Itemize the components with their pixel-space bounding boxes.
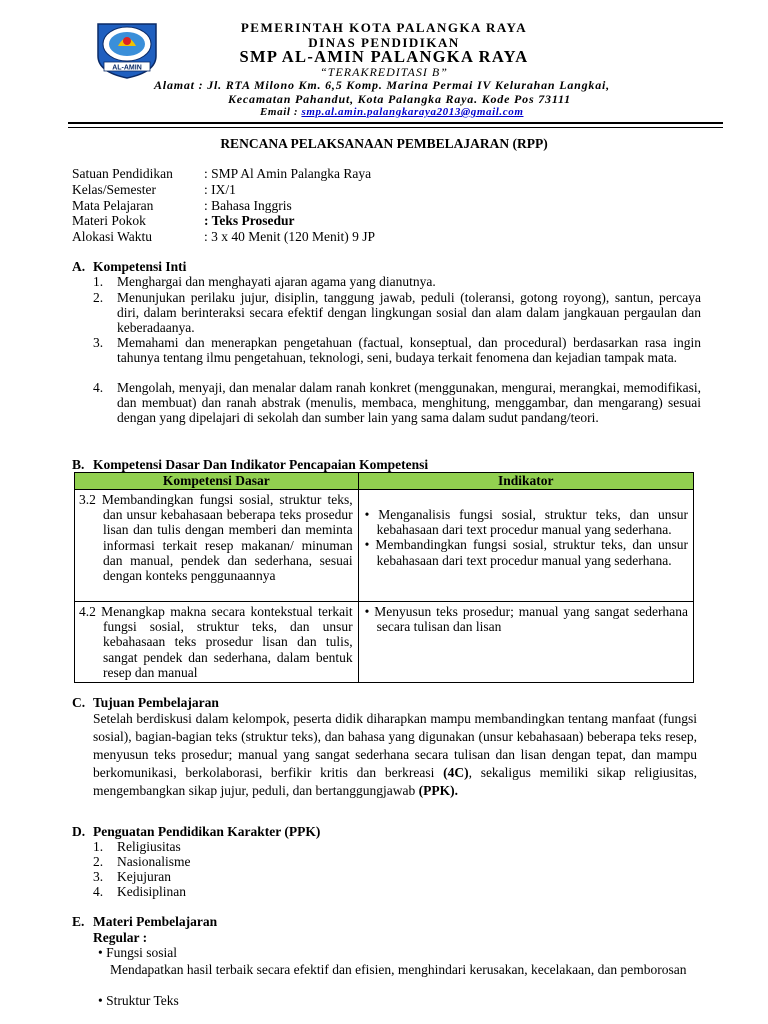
info-row [72,182,236,198]
ki-item [93,290,701,336]
info-value: : SMP Al Amin Palangka Raya [204,166,372,181]
tujuan-text: Setelah berdiskusi dalam kelompok, peserta didik diharapkan mampu membandingkan tentang manfaat (fungsi sosial), bagian-bagian teks (struktur teks), dan bahasa yang digunakan (unsur kebahasaan) beberapa teks resep, menyusun teks prosedur; manual yang sangat sederhana secara tulisan dan lisan dengan tepat, dan mampu berkomunikasi, berkolaborasi, berfikir kritis dan berkreasi [93,711,697,780]
ki-text: Memahami dan menerapkan pengetahuan (factual, konseptual, dan procedural) berdasarkan rasa ingin tahunya tentang ilmu pengetahuan, teknologi, seni, budaya terkait fenomena dan kejadian tampak mata. [117,335,701,366]
ki-number: 4. [93,380,104,395]
section-letter: C. [72,695,86,710]
ki-item [93,335,701,365]
section-heading-a [72,259,187,275]
ki-number: 2. [93,290,104,305]
info-value: : Teks Prosedur [204,213,295,228]
list-item [93,869,171,884]
info-label: Materi Pokok [72,213,146,228]
list-text: Religiusitas [117,839,181,854]
ki-item [93,380,701,426]
indikator-cell [358,602,693,683]
indikator-item [364,537,688,567]
department-name: DINAS PENDIDIKAN [308,35,460,50]
kd-cell: 3.2 Membandingkan fungsi sosial, struktur teks, dan unsur kebahasaan beberapa teks prosedur lisan dan tulis dengan memberi dan meminta informasi terkait resep makanan/ minuman dan manual, pendek dan sederhana, sesuai dengan konteks penggunaannya [75,490,359,602]
ki-number: 3. [93,335,104,350]
materi-item [98,945,177,960]
info-label: Mata Pelajaran [72,198,154,213]
list-text: Kejujuran [117,869,171,884]
ki-item [93,274,701,289]
list-text: Kedisiplinan [117,884,186,899]
section-title: Materi Pembelajaran [93,914,218,929]
list-item [93,884,186,899]
tujuan-ppk: (PPK). [418,783,458,798]
tujuan-text: , sekaligus memiliki sikap religiusitas, mengembangkan sikap jujur, peduli, dan bertanggungjawab [93,765,697,798]
bullet-icon: • [364,537,370,553]
table-header-row [75,473,694,490]
section-heading-e [72,914,218,930]
government-name: PEMERINTAH KOTA PALANGKA RAYA [240,20,528,35]
info-label: Kelas/Semester [72,182,156,197]
ki-number: 1. [93,274,104,289]
district-line: Kecamatan Pahandut, Kota Palangka Raya. Kode Pos 73111 [228,92,571,106]
section-heading-b [72,457,429,473]
section-title: Kompetensi Dasar Dan Indikator Pencapaian Kompetensi [93,457,429,472]
info-label: Satuan Pendidikan [72,166,173,181]
indikator-text: Membandingkan fungsi sosial, struktur teks, dan unsur kebahasaan dari text procedur manual yang sederhana. [375,537,689,568]
document-title: RENCANA PELAKSANAAN PEMBELAJARAN (RPP) [220,136,548,151]
bullet-icon: • [364,507,370,522]
email-line [260,106,524,118]
kd-indikator-table [74,472,694,683]
materi-item-label: Struktur Teks [106,993,179,1008]
tujuan-paragraph [93,710,697,800]
tujuan-4c: (4C) [443,765,469,780]
section-title: Penguatan Pendidikan Karakter (PPK) [93,824,321,839]
indikator-text: Menganalisis fungsi sosial, struktur teks, dan unsur kebahasaan dari text procedur manual yang sederhana. [376,507,688,538]
section-letter: E. [72,914,85,929]
ppk-list [93,839,191,899]
info-value: : 3 x 40 Menit (120 Menit) 9 JP [204,229,375,244]
email-link[interactable]: smp.al.amin.palangkaraya2013@gmail.com [301,106,524,118]
section-letter: A. [72,259,86,274]
section-title: Tujuan Pembelajaran [93,695,219,710]
section-title: Kompetensi Inti [93,259,187,274]
indikator-text: Menyusun teks prosedur; manual yang sangat sederhana secara tulisan dan lisan [374,604,689,635]
bullet-icon: • [98,945,103,960]
materi-description: Mendapatkan hasil terbaik secara efektif dan efisien, menghindari kerusakan, kecelakaan, dan pemborosan [110,962,687,977]
indikator-item [364,507,688,537]
header-rule-thin [68,127,723,128]
ki-text: Mengolah, menyaji, dan menalar dalam ranah konkret (menggunakan, mengurai, merangkai, memodifikasi, dan membuat) dan ranah abstrak (menulis, membaca, menghitung, menggambar, dan mengarang) sesuai dengan yang dipelajari di sekolah dan sumber lain yang sama dalam sudut pandang/teori. [117,380,701,426]
indikator-item [364,604,688,634]
table-row [75,602,694,683]
info-row [72,229,375,245]
logo-text: AL-AMIN [112,64,142,72]
ki-text: Menunjukan perilaku jujur, disiplin, tanggung jawab, peduli (toleransi, gotong royong), santun, percaya diri, dalam berinteraksi secara efektif dengan lingkungan sosial dan alam dalam jangkauan pergaulan dan keberadaanya. [117,290,701,336]
info-value: : IX/1 [204,182,236,197]
info-row [72,213,295,229]
column-header: Indikator [358,473,693,490]
column-header: Kompetensi Dasar [75,473,359,490]
table-row [75,490,694,602]
address-line: Alamat : Jl. RTA Milono Km. 6,5 Komp. Marina Permai IV Kelurahan Langkai, [154,78,610,92]
materi-regular-label: Regular : [93,930,148,945]
info-value: : Bahasa Inggris [204,198,292,213]
accreditation: “TERAKREDITASI B” [320,65,448,79]
info-row [72,166,372,182]
bullet-icon: • [364,604,370,619]
header-rule-thick [68,122,723,124]
indikator-cell [358,490,693,602]
section-heading-c [72,695,219,711]
list-number: 3. [93,869,104,884]
list-text: Nasionalisme [117,854,191,869]
list-item [93,854,191,869]
email-label: Email : [260,106,302,118]
list-number: 2. [93,854,104,869]
list-item [93,839,181,854]
info-row [72,198,292,214]
ki-text: Menghargai dan menghayati ajaran agama yang dianutnya. [117,274,436,289]
list-number: 1. [93,839,104,854]
section-letter: D. [72,824,86,839]
materi-item [98,993,179,1008]
kd-cell: 4.2 Menangkap makna secara kontekstual terkait fungsi sosial, struktur teks, dan unsur kebahasaan teks prosedur lisan dan tulis, sangat pendek dan sederhana, dalam bentuk resep dan manual [75,602,359,683]
list-number: 4. [93,884,104,899]
section-letter: B. [72,457,85,472]
materi-item-label: Fungsi sosial [106,945,177,960]
section-heading-d [72,824,321,840]
bullet-icon: • [98,993,103,1008]
info-label: Alokasi Waktu [72,229,153,244]
school-name: SMP AL-AMIN PALANGKA RAYA [239,47,529,66]
